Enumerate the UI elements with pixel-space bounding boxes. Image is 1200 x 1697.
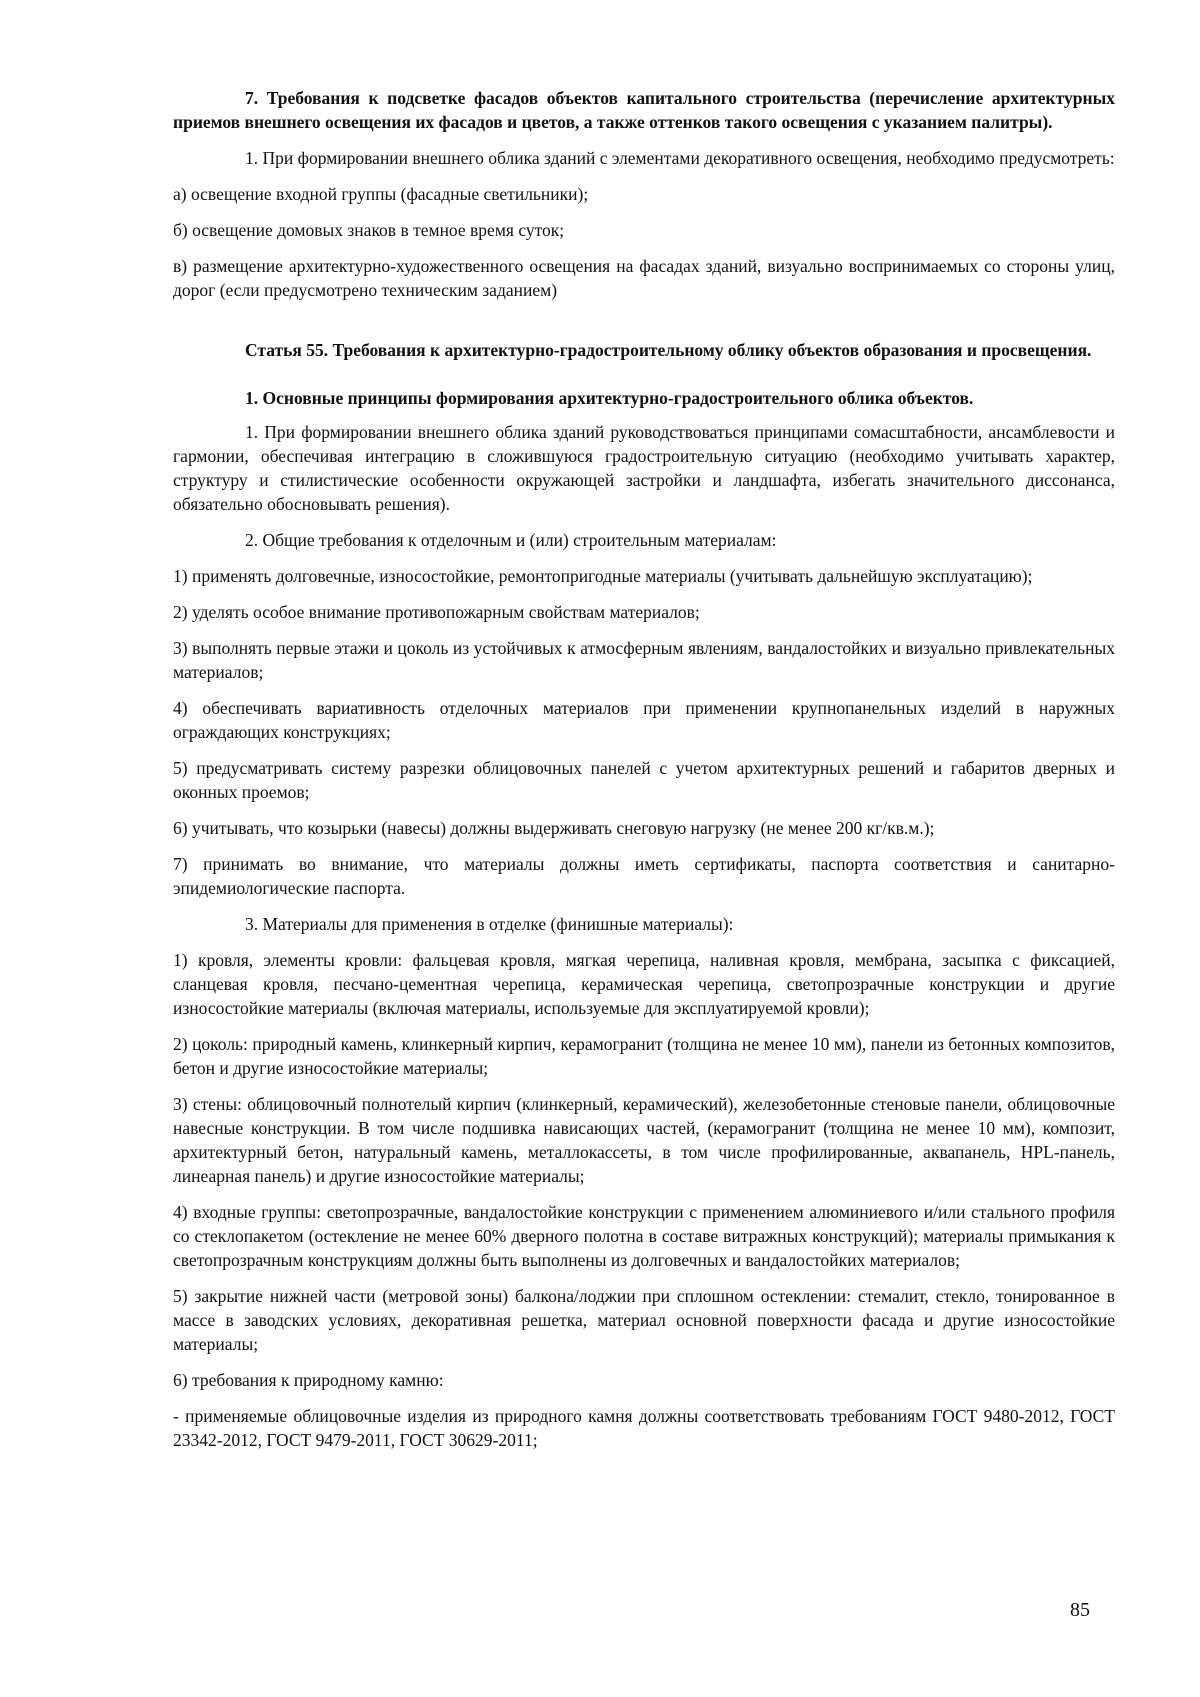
article-55-title: Статья 55. Требования к архитектурно-градостроительному облику объектов образования и просвещения. [245, 340, 1092, 360]
section-7-item-b: б) освещение домовых знаков в темное время суток; [173, 220, 565, 240]
list-item: 7) принимать во внимание, что материалы должны иметь сертификаты, паспорта соответствия и санитарно-эпидемиологические паспорта. [173, 854, 1115, 898]
list-item: 6) учитывать, что козырьки (навесы) должны выдерживать снеговую нагрузку (не менее 200 кг/кв.м.); [173, 818, 935, 838]
list-item: 4) обеспечивать вариативность отделочных материалов при применении крупнопанельных изделий в наружных ограждающих конструкциях; [173, 698, 1115, 742]
section-7-paragraph-1: 1. При формировании внешнего облика зданий с элементами декоративного освещения, необходимо предусмотреть: [245, 148, 1115, 168]
list-item: 2) цоколь: природный камень, клинкерный кирпич, керамогранит (толщина не менее 10 мм), панели из бетонных композитов, бетон и другие износостойкие материалы; [173, 1034, 1115, 1078]
article-55-paragraph-1: 1. При формировании внешнего облика зданий руководствоваться принципами сомасштабности, ансамблевости и гармонии, обеспечивая интеграцию в сложившуюся градостроительную ситуацию (необходимо учитывать характер, структуру и стилистические особенности окружающей застройки и ландшафта, избегать значительного диссонанса, обязательно обосновывать решения). [173, 422, 1115, 514]
list-item: - применяемые облицовочные изделия из природного камня должны соответствовать требованиям ГОСТ 9480-2012, ГОСТ 23342-2012, ГОСТ 9479-2011, ГОСТ 30629-2011; [173, 1406, 1115, 1450]
article-55-paragraph-3: 3. Материалы для применения в отделке (финишные материалы): [245, 914, 734, 934]
section-7-title: 7. Требования к подсветке фасадов объектов капитального строительства (перечисление архитектурных приемов внешнего освещения их фасадов и цветов, а также оттенков такого освещения с указанием палитры). [173, 88, 1115, 132]
list-item: 5) закрытие нижней части (метровой зоны) балкона/лоджии при сплошном остеклении: стемалит, стекло, тонированное в массе в заводских условиях, декоративная решетка, материал основной поверхности фасада и другие износостойкие материалы; [173, 1286, 1115, 1354]
list-item: 3) выполнять первые этажи и цоколь из устойчивых к атмосферным явлениям, вандалостойких и визуально привлекательных материалов; [173, 638, 1115, 682]
page-number: 85 [1070, 1599, 1090, 1621]
list-item: 1) применять долговечные, износостойкие, ремонтопригодные материалы (учитывать дальнейшую эксплуатацию); [173, 566, 1033, 586]
section-7-item-c: в) размещение архитектурно-художественного освещения на фасадах зданий, визуально воспринимаемых со стороны улиц, дорог (если предусмотрено техническим заданием) [173, 256, 1115, 300]
list-item: 2) уделять особое внимание противопожарным свойствам материалов; [173, 602, 700, 622]
list-item: 5) предусматривать систему разрезки облицовочных панелей с учетом архитектурных решений и габаритов дверных и оконных проемов; [173, 758, 1115, 802]
list-item: 3) стены: облицовочный полнотелый кирпич (клинкерный, керамический), железобетонные стеновые панели, облицовочные навесные конструкции. В том числе подшивка нависающих частей, (керамогранит (толщина не менее 10 мм), композит, архитектурный бетон, натуральный камень, металлокассеты, в том числе профилированные, аквапанель, HPL-панель, линеарная панель) и другие износостойкие материалы; [173, 1094, 1115, 1186]
list-item: 1) кровля, элементы кровли: фальцевая кровля, мягкая черепица, наливная кровля, мембрана, засыпка с фиксацией, сланцевая кровля, песчано-цементная черепица, керамическая черепица, светопрозрачные конструкции и другие износостойкие материалы (включая материалы, используемые для эксплуатируемой кровли); [173, 950, 1115, 1018]
section-7-item-a: а) освещение входной группы (фасадные светильники); [173, 184, 589, 204]
list-item: 4) входные группы: светопрозрачные, вандалостойкие конструкции с применением алюминиевого и/или стального профиля со стеклопакетом (остекление не менее 60% дверного полотна в составе витражных конструкций); материалы примыкания к светопрозрачным конструкциям должны быть выполнены из долговечных и вандалостойких материалов; [173, 1202, 1115, 1270]
article-55-subtitle: 1. Основные принципы формирования архитектурно-градостроительного облика объектов. [245, 388, 974, 408]
article-55-paragraph-2: 2. Общие требования к отделочным и (или) строительным материалам: [245, 530, 777, 550]
list-item: 6) требования к природному камню: [173, 1370, 444, 1390]
page-content [173, 86, 1115, 1452]
